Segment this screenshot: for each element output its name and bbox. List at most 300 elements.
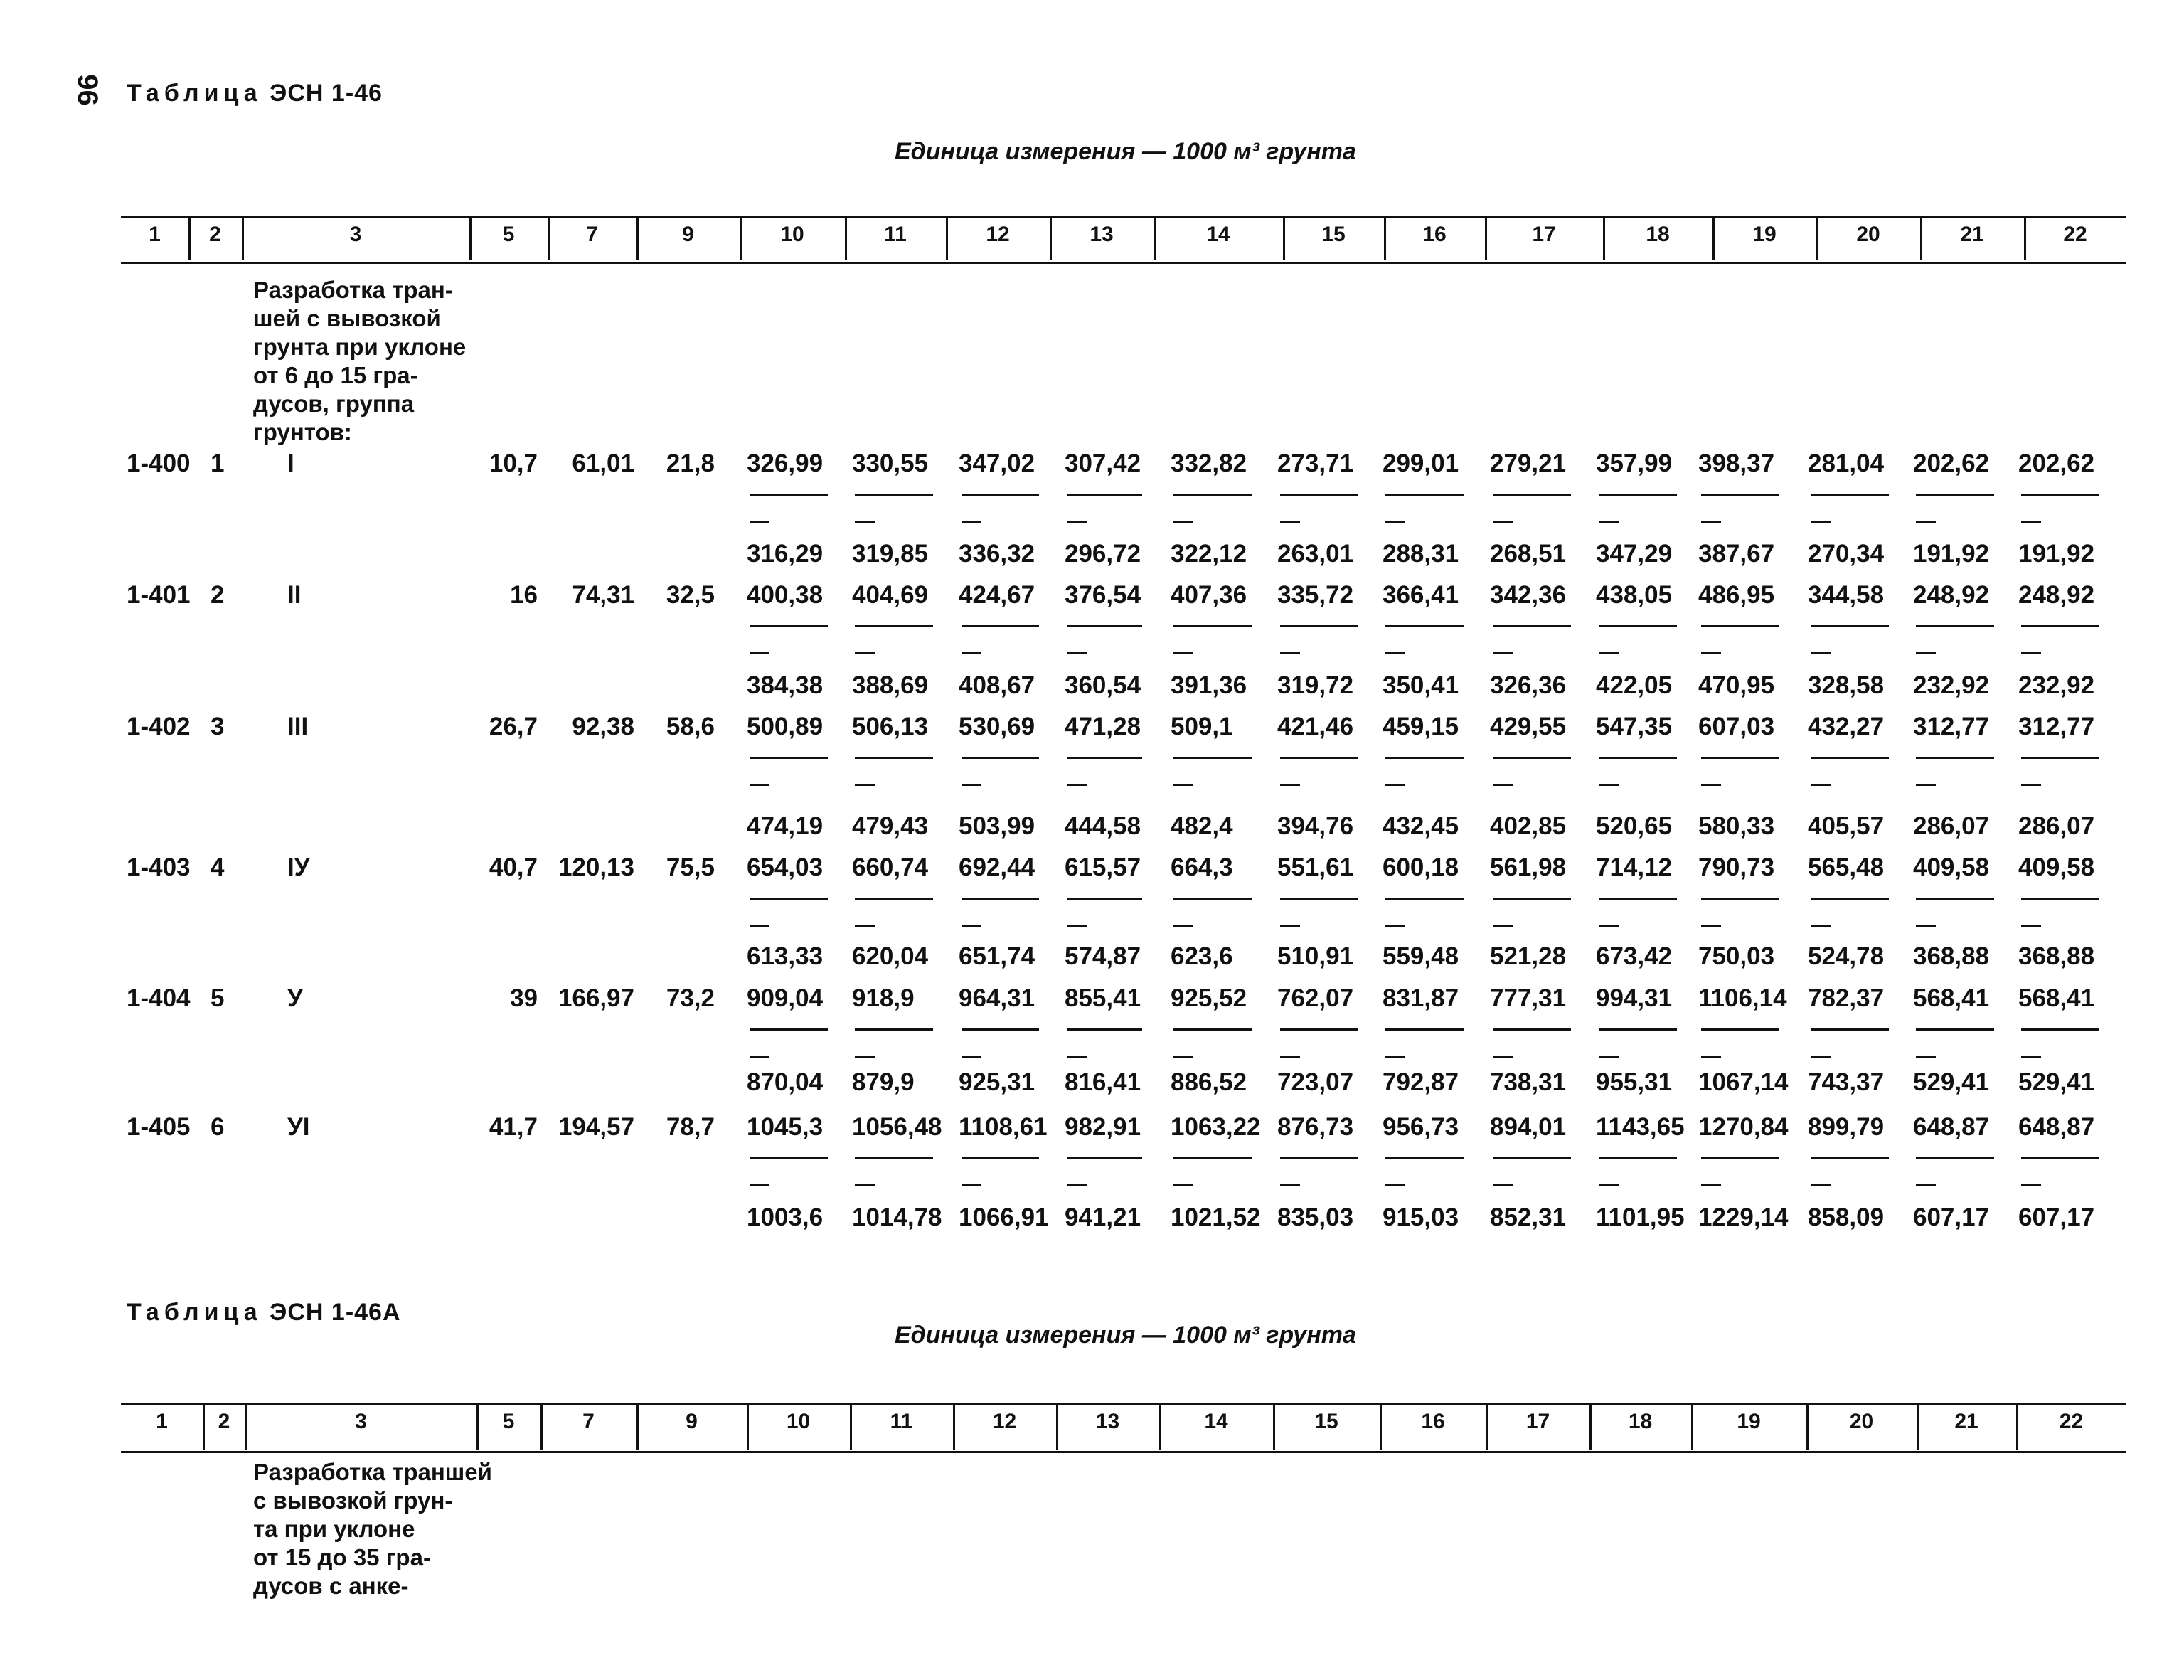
dash-mark — [1599, 652, 1619, 654]
fraction-line — [1173, 757, 1252, 759]
dash-mark — [1811, 652, 1831, 654]
fraction-line — [1599, 1157, 1677, 1159]
value-numerator: 366,41 — [1383, 581, 1459, 609]
dash-mark — [855, 925, 875, 927]
value-numerator: 1045,3 — [747, 1113, 824, 1141]
fraction-line — [1701, 898, 1779, 900]
value-col-7: 120,13 — [558, 854, 634, 881]
value-denominator: 620,04 — [852, 942, 929, 970]
value-numerator: 398,37 — [1698, 450, 1775, 477]
dash-mark — [1811, 925, 1831, 927]
table2-title-code: ЭСН 1-46А — [270, 1299, 401, 1326]
fraction-line — [962, 625, 1039, 627]
value-numerator: 982,91 — [1065, 1113, 1141, 1141]
value-numerator: 1056,48 — [852, 1113, 942, 1141]
value-denominator: 391,36 — [1171, 671, 1247, 699]
dash-mark — [1493, 521, 1513, 523]
value-numerator: 344,58 — [1808, 581, 1885, 609]
column-header: 18 — [1646, 223, 1670, 246]
header-top-rule — [121, 216, 2126, 218]
fraction-line — [962, 1028, 1039, 1031]
dash-mark — [1280, 925, 1300, 927]
column-header: 17 — [1532, 223, 1556, 246]
dash-mark — [2021, 784, 2041, 786]
value-denominator: 607,17 — [2018, 1203, 2095, 1231]
fraction-line — [1701, 1028, 1779, 1031]
soil-group: I — [287, 450, 294, 477]
value-denominator: 580,33 — [1698, 812, 1775, 840]
column-header: 21 — [1960, 223, 1984, 246]
column-header: 3 — [355, 1410, 367, 1433]
fraction-line — [962, 757, 1039, 759]
value-denominator: 1014,78 — [852, 1203, 942, 1231]
value-numerator: 918,9 — [852, 984, 915, 1012]
value-denominator: 316,29 — [747, 540, 824, 568]
value-denominator: 852,31 — [1490, 1203, 1567, 1231]
value-denominator: 574,87 — [1065, 942, 1141, 970]
dash-mark — [962, 652, 981, 654]
value-denominator: 623,6 — [1171, 942, 1233, 970]
column-header: 17 — [1525, 1410, 1550, 1433]
dash-mark — [1385, 925, 1405, 927]
column-header: 5 — [502, 223, 515, 246]
fraction-line — [1493, 1157, 1571, 1159]
value-denominator: 915,03 — [1383, 1203, 1459, 1231]
value-denominator: 326,36 — [1490, 671, 1567, 699]
fraction-line — [1599, 757, 1677, 759]
row-code: 1-400 — [127, 450, 191, 477]
fraction-line — [2021, 1157, 2099, 1159]
value-col-9: 58,6 — [666, 713, 715, 740]
dash-mark — [750, 784, 769, 786]
value-col-9: 32,5 — [666, 581, 715, 609]
dash-mark — [1067, 521, 1087, 523]
fraction-line — [1916, 898, 1994, 900]
value-numerator: 831,87 — [1383, 984, 1459, 1012]
value-numerator: 568,41 — [2018, 984, 2095, 1012]
value-denominator: 402,85 — [1490, 812, 1567, 840]
fraction-line — [1385, 1157, 1464, 1159]
row-number: 4 — [211, 854, 225, 881]
value-denominator: 816,41 — [1065, 1068, 1141, 1096]
value-col-5: 10,7 — [489, 450, 538, 477]
dash-mark — [2021, 925, 2041, 927]
value-numerator: 648,87 — [1913, 1113, 1990, 1141]
value-numerator: 762,07 — [1277, 984, 1354, 1012]
dash-mark — [1493, 652, 1513, 654]
value-denominator: 263,01 — [1277, 540, 1354, 568]
dash-mark — [1701, 1184, 1721, 1186]
value-denominator: 336,32 — [959, 540, 1035, 568]
fraction-line — [1493, 1028, 1571, 1031]
dash-mark — [1916, 1056, 1936, 1058]
value-numerator: 202,62 — [1913, 450, 1990, 477]
fraction-line — [1280, 625, 1358, 627]
fraction-line — [1280, 494, 1358, 496]
value-col-9: 75,5 — [666, 854, 715, 881]
fraction-line — [1599, 625, 1677, 627]
fraction-line — [962, 1157, 1039, 1159]
dash-mark — [2021, 652, 2041, 654]
column-header: 1 — [149, 223, 161, 246]
dash-mark — [1385, 1184, 1405, 1186]
fraction-line — [2021, 757, 2099, 759]
dash-mark — [1173, 521, 1193, 523]
fraction-line — [1280, 757, 1358, 759]
dash-mark — [1916, 521, 1936, 523]
dash-mark — [855, 1184, 875, 1186]
value-denominator: 750,03 — [1698, 942, 1775, 970]
fraction-line — [2021, 1028, 2099, 1031]
value-numerator: 654,03 — [747, 854, 824, 881]
row-number: 6 — [211, 1113, 225, 1141]
value-denominator: 521,28 — [1490, 942, 1567, 970]
value-numerator: 500,89 — [747, 713, 824, 740]
dash-mark — [1701, 521, 1721, 523]
value-numerator: 956,73 — [1383, 1113, 1459, 1141]
dash-mark — [1811, 521, 1831, 523]
value-numerator: 909,04 — [747, 984, 824, 1012]
value-denominator: 394,76 — [1277, 812, 1354, 840]
value-denominator: 510,91 — [1277, 942, 1354, 970]
row-number: 1 — [211, 450, 225, 477]
value-numerator: 964,31 — [959, 984, 1035, 1012]
value-numerator: 607,03 — [1698, 713, 1775, 740]
value-denominator: 738,31 — [1490, 1068, 1567, 1096]
value-numerator: 714,12 — [1596, 854, 1673, 881]
value-denominator: 529,41 — [1913, 1068, 1990, 1096]
dash-mark — [750, 652, 769, 654]
value-denominator: 191,92 — [2018, 540, 2095, 568]
fraction-line — [1916, 494, 1994, 496]
dash-mark — [750, 1184, 769, 1186]
value-denominator: 1003,6 — [747, 1203, 824, 1231]
dash-mark — [855, 521, 875, 523]
row-code: 1-401 — [127, 581, 191, 609]
column-header: 21 — [1954, 1410, 1978, 1433]
soil-group: II — [287, 581, 302, 609]
value-numerator: 376,54 — [1065, 581, 1141, 609]
value-denominator: 529,41 — [2018, 1068, 2095, 1096]
dash-mark — [1916, 1184, 1936, 1186]
value-col-7: 74,31 — [572, 581, 634, 609]
value-numerator: 925,52 — [1171, 984, 1247, 1012]
fraction-line — [855, 1028, 933, 1031]
fraction-line — [855, 1157, 933, 1159]
column-header: 12 — [986, 223, 1010, 246]
value-col-7: 194,57 — [558, 1113, 634, 1141]
value-denominator: 319,85 — [852, 540, 929, 568]
fraction-line — [1067, 757, 1142, 759]
value-numerator: 279,21 — [1490, 450, 1567, 477]
fraction-line — [1067, 494, 1142, 496]
value-denominator: 743,37 — [1808, 1068, 1885, 1096]
dash-mark — [2021, 1056, 2041, 1058]
fraction-line — [1916, 1028, 1994, 1031]
fraction-line — [1916, 757, 1994, 759]
value-denominator: 444,58 — [1065, 812, 1141, 840]
column-header: 19 — [1752, 223, 1777, 246]
dash-mark — [962, 784, 981, 786]
value-denominator: 191,92 — [1913, 540, 1990, 568]
value-denominator: 268,51 — [1490, 540, 1567, 568]
value-col-5: 26,7 — [489, 713, 538, 740]
value-denominator: 673,42 — [1596, 942, 1673, 970]
value-numerator: 424,67 — [959, 581, 1035, 609]
value-numerator: 273,71 — [1277, 450, 1354, 477]
fraction-line — [1067, 625, 1142, 627]
column-header: 13 — [1090, 223, 1114, 246]
fraction-line — [1701, 1157, 1779, 1159]
row-code: 1-403 — [127, 854, 191, 881]
value-col-5: 16 — [510, 581, 538, 609]
value-numerator: 561,98 — [1490, 854, 1567, 881]
dash-mark — [962, 521, 981, 523]
value-numerator: 876,73 — [1277, 1113, 1354, 1141]
column-header: 15 — [1321, 223, 1346, 246]
value-col-5: 40,7 — [489, 854, 538, 881]
column-header: 14 — [1206, 223, 1230, 246]
dash-mark — [1067, 925, 1087, 927]
fraction-line — [1811, 757, 1889, 759]
table1-description: Разработка тран- шей с вывозкой грунта при уклоне от 6 до 15 гра- дусов, группа грунтов: — [253, 277, 467, 445]
value-numerator: 506,13 — [852, 713, 929, 740]
dash-mark — [1599, 925, 1619, 927]
value-denominator: 296,72 — [1065, 540, 1141, 568]
fraction-line — [1385, 757, 1464, 759]
value-denominator: 879,9 — [852, 1068, 915, 1096]
table1-unit: Единица измерения — 1000 м³ грунта — [895, 138, 1356, 165]
value-numerator: 404,69 — [852, 581, 929, 609]
value-numerator: 648,87 — [2018, 1113, 2095, 1141]
column-header: 9 — [686, 1410, 698, 1433]
dash-mark — [2021, 521, 2041, 523]
value-numerator: 342,36 — [1490, 581, 1567, 609]
dash-mark — [1493, 1056, 1513, 1058]
column-header: 19 — [1737, 1410, 1761, 1433]
value-numerator: 790,73 — [1698, 854, 1775, 881]
value-denominator: 607,17 — [1913, 1203, 1990, 1231]
column-header: 11 — [890, 1410, 913, 1433]
fraction-line — [1493, 625, 1571, 627]
fraction-line — [1385, 898, 1464, 900]
value-denominator: 232,92 — [1913, 671, 1990, 699]
dash-mark — [1493, 1184, 1513, 1186]
fraction-line — [1067, 1028, 1142, 1031]
column-header: 2 — [209, 223, 221, 246]
fraction-line — [1701, 494, 1779, 496]
value-numerator: 248,92 — [2018, 581, 2095, 609]
page-number: 96 — [71, 74, 103, 106]
value-denominator: 408,67 — [959, 671, 1035, 699]
dash-mark — [2021, 1184, 2041, 1186]
value-col-7: 166,97 — [558, 984, 634, 1012]
value-numerator: 432,27 — [1808, 713, 1885, 740]
fraction-line — [1916, 1157, 1994, 1159]
column-header: 16 — [1422, 223, 1447, 246]
dash-mark — [1701, 925, 1721, 927]
dash-mark — [1493, 925, 1513, 927]
dash-mark — [1701, 1056, 1721, 1058]
header-bottom-rule — [121, 1451, 2126, 1453]
fraction-line — [1280, 1157, 1358, 1159]
value-numerator: 1106,14 — [1698, 984, 1787, 1012]
table2-title — [127, 1299, 401, 1327]
row-code: 1-404 — [127, 984, 191, 1012]
fraction-line — [1811, 898, 1889, 900]
value-col-5: 39 — [510, 984, 538, 1012]
dash-mark — [1173, 1056, 1193, 1058]
value-denominator: 524,78 — [1808, 942, 1885, 970]
value-numerator: 660,74 — [852, 854, 929, 881]
dash-mark — [1599, 1184, 1619, 1186]
column-header: 10 — [780, 223, 804, 246]
dash-mark — [1385, 1056, 1405, 1058]
column-header: 16 — [1421, 1410, 1445, 1433]
fraction-line — [1493, 757, 1571, 759]
value-numerator: 299,01 — [1383, 450, 1459, 477]
value-numerator: 459,15 — [1383, 713, 1459, 740]
soil-group: IУ — [287, 854, 310, 881]
soil-group: У — [287, 984, 303, 1012]
value-numerator: 312,77 — [1913, 713, 1990, 740]
dash-mark — [1916, 784, 1936, 786]
value-numerator: 357,99 — [1596, 450, 1673, 477]
value-denominator: 368,88 — [2018, 942, 2095, 970]
column-header: 20 — [1849, 1410, 1874, 1433]
value-numerator: 855,41 — [1065, 984, 1141, 1012]
value-numerator: 551,61 — [1277, 854, 1354, 881]
column-header: 5 — [502, 1410, 515, 1433]
dash-mark — [962, 1056, 981, 1058]
fraction-line — [1173, 625, 1252, 627]
value-denominator: 384,38 — [747, 671, 824, 699]
column-header: 2 — [218, 1410, 230, 1433]
fraction-line — [1811, 494, 1889, 496]
row-code: 1-402 — [127, 713, 191, 740]
fraction-line — [1385, 1028, 1464, 1031]
dash-mark — [1493, 784, 1513, 786]
fraction-line — [1916, 625, 1994, 627]
dash-mark — [1811, 784, 1831, 786]
dash-mark — [1280, 652, 1300, 654]
value-numerator: 429,55 — [1490, 713, 1567, 740]
dash-mark — [1280, 1184, 1300, 1186]
fraction-line — [1811, 1157, 1889, 1159]
dash-mark — [1067, 784, 1087, 786]
value-numerator: 407,36 — [1171, 581, 1247, 609]
value-denominator: 835,03 — [1277, 1203, 1354, 1231]
value-denominator: 232,92 — [2018, 671, 2095, 699]
table2-unit: Единица измерения — 1000 м³ грунта — [895, 1322, 1356, 1349]
table1-title-code: ЭСН 1-46 — [270, 80, 383, 107]
value-denominator: 350,41 — [1383, 671, 1459, 699]
value-denominator: 613,33 — [747, 942, 824, 970]
value-numerator: 615,57 — [1065, 854, 1141, 881]
table2-title-word: Таблица — [127, 1299, 262, 1326]
fraction-line — [1067, 898, 1142, 900]
dash-mark — [1916, 652, 1936, 654]
value-numerator: 248,92 — [1913, 581, 1990, 609]
dash-mark — [1811, 1184, 1831, 1186]
value-denominator: 347,29 — [1596, 540, 1673, 568]
table2-description: Разработка траншей с вывозкой грун- та при уклоне от 15 до 35 гра- дусов с анке- — [253, 1459, 492, 1599]
value-denominator: 474,19 — [747, 812, 824, 840]
dash-mark — [1173, 1184, 1193, 1186]
value-col-7: 92,38 — [572, 713, 634, 740]
value-denominator: 270,34 — [1808, 540, 1885, 568]
fraction-line — [2021, 625, 2099, 627]
value-numerator: 409,58 — [1913, 854, 1990, 881]
fraction-line — [750, 494, 828, 496]
value-numerator: 312,77 — [2018, 713, 2095, 740]
fraction-line — [2021, 898, 2099, 900]
value-denominator: 858,09 — [1808, 1203, 1885, 1231]
column-header: 11 — [884, 223, 907, 246]
fraction-line — [1280, 1028, 1358, 1031]
value-numerator: 400,38 — [747, 581, 824, 609]
value-denominator: 387,67 — [1698, 540, 1775, 568]
value-denominator: 1066,91 — [959, 1203, 1049, 1231]
value-numerator: 332,82 — [1171, 450, 1247, 477]
soil-group: III — [287, 713, 309, 740]
value-numerator: 547,35 — [1596, 713, 1673, 740]
value-numerator: 330,55 — [852, 450, 929, 477]
column-header: 22 — [2059, 1410, 2084, 1433]
dash-mark — [1811, 1056, 1831, 1058]
value-numerator: 421,46 — [1277, 713, 1354, 740]
value-denominator: 723,07 — [1277, 1068, 1354, 1096]
dash-mark — [855, 1056, 875, 1058]
dash-mark — [750, 521, 769, 523]
value-denominator: 388,69 — [852, 671, 929, 699]
fraction-line — [1173, 1157, 1252, 1159]
fraction-line — [855, 757, 933, 759]
value-denominator: 286,07 — [2018, 812, 2095, 840]
fraction-line — [1599, 1028, 1677, 1031]
value-numerator: 307,42 — [1065, 450, 1141, 477]
value-numerator: 409,58 — [2018, 854, 2095, 881]
column-header: 7 — [586, 223, 598, 246]
value-numerator: 438,05 — [1596, 581, 1673, 609]
dash-mark — [750, 1056, 769, 1058]
column-header: 18 — [1628, 1410, 1653, 1433]
value-denominator: 503,99 — [959, 812, 1035, 840]
value-numerator: 347,02 — [959, 450, 1035, 477]
value-denominator: 1101,95 — [1596, 1203, 1685, 1231]
value-numerator: 1108,61 — [959, 1113, 1048, 1141]
column-header: 7 — [582, 1410, 595, 1433]
dash-mark — [1701, 784, 1721, 786]
value-denominator: 288,31 — [1383, 540, 1459, 568]
value-denominator: 470,95 — [1698, 671, 1775, 699]
value-numerator: 1143,65 — [1596, 1113, 1685, 1141]
dash-mark — [1599, 784, 1619, 786]
value-denominator: 319,72 — [1277, 671, 1354, 699]
value-denominator: 1021,52 — [1171, 1203, 1261, 1231]
value-denominator: 955,31 — [1596, 1068, 1673, 1096]
fraction-line — [1701, 757, 1779, 759]
value-denominator: 405,57 — [1808, 812, 1885, 840]
fraction-line — [1599, 898, 1677, 900]
value-numerator: 664,3 — [1171, 854, 1233, 881]
header-top-rule — [121, 1403, 2126, 1405]
column-header: 13 — [1095, 1410, 1120, 1433]
fraction-line — [1067, 1157, 1142, 1159]
value-denominator: 482,4 — [1171, 812, 1233, 840]
dash-mark — [855, 784, 875, 786]
row-number: 2 — [211, 581, 225, 609]
